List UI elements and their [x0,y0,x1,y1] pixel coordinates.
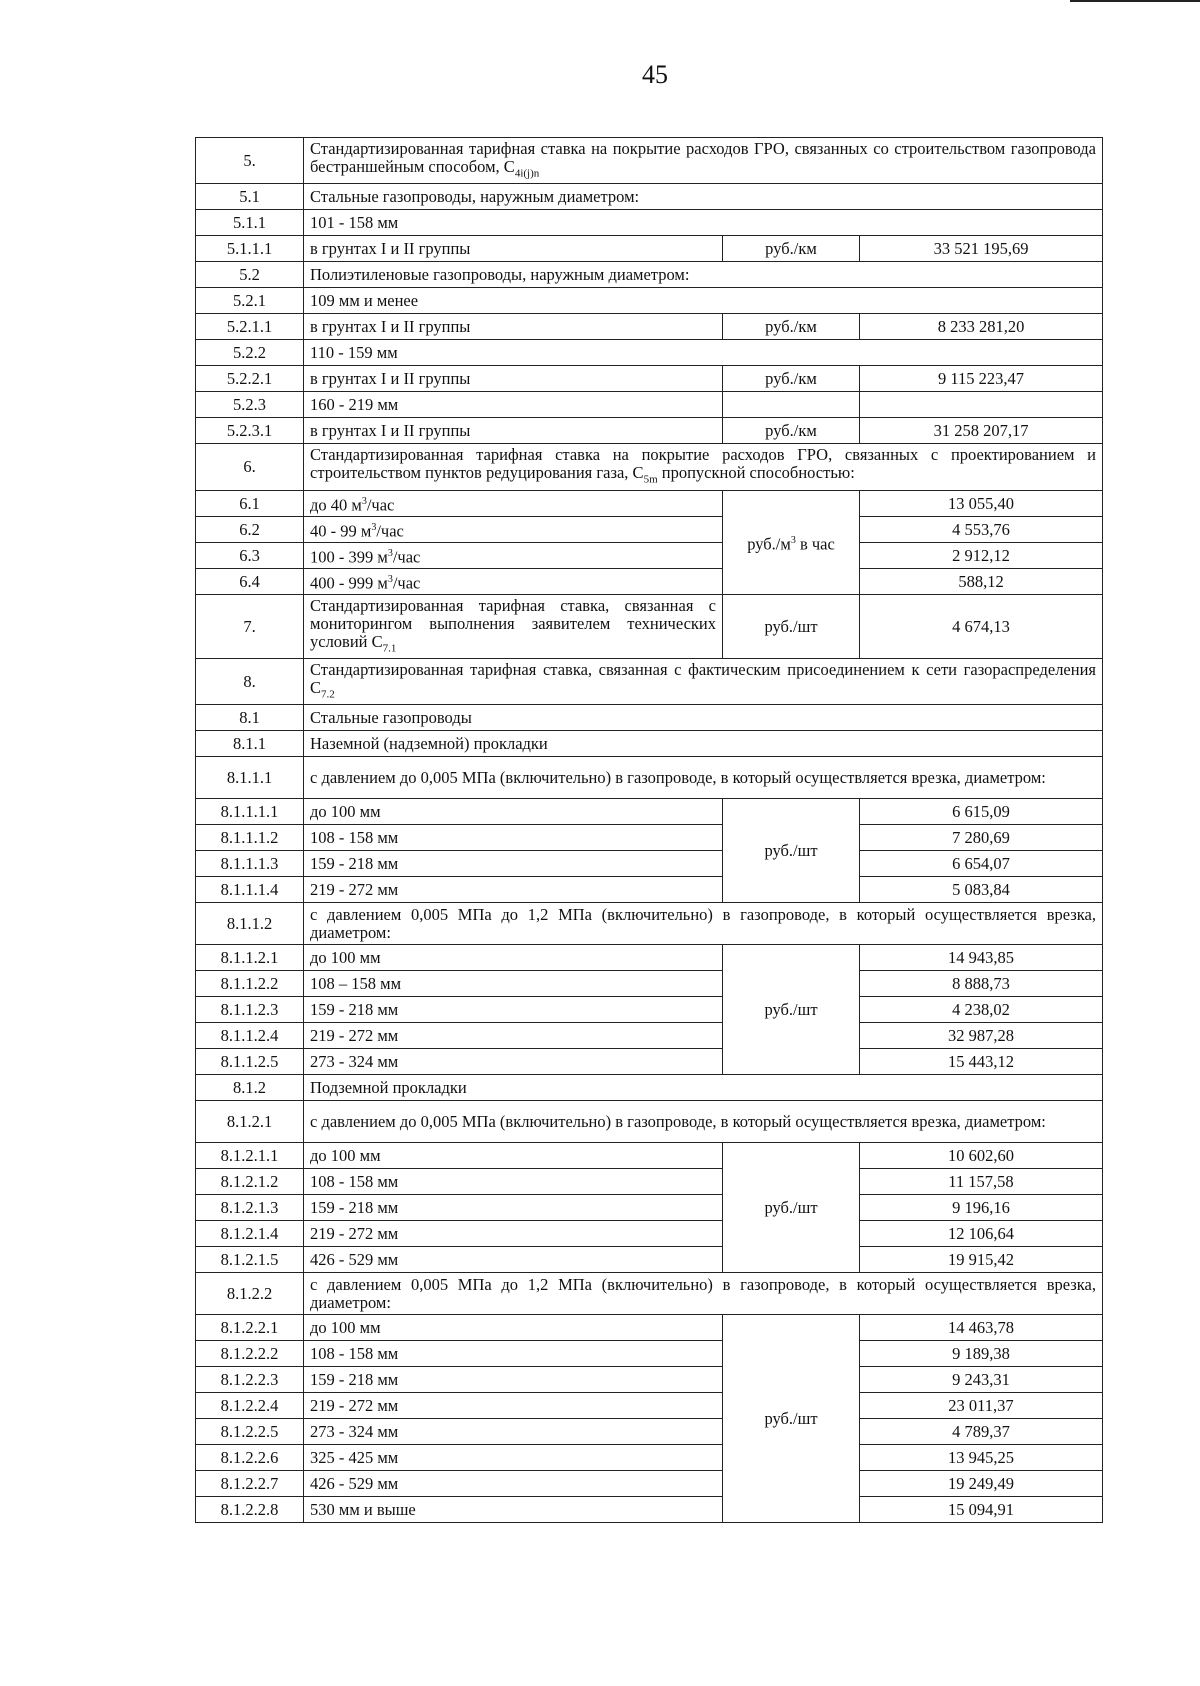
row-text: в грунтах I и II группы [304,366,723,392]
row-number: 6.4 [196,568,304,594]
table-row [196,1419,1103,1445]
row-text: до 100 мм [304,945,723,971]
row-number: 6.2 [196,516,304,542]
table-row [196,731,1103,757]
row-text: 159 - 218 мм [304,851,723,877]
row-number: 8.1.1.1.1 [196,799,304,825]
table-row [196,288,1103,314]
row-number: 8.1.1.1.2 [196,825,304,851]
row-text: 530 мм и выше [304,1497,723,1523]
table-row [196,1445,1103,1471]
row-number: 8.1.1.2.1 [196,945,304,971]
row-text: 426 - 529 мм [304,1471,723,1497]
row-value: 13 055,40 [860,490,1103,516]
row-value: 15 094,91 [860,1497,1103,1523]
row-text: с давлением 0,005 МПа до 1,2 МПа (включительно) в газопроводе, в который осуществляется врезка, диаметром: [304,1273,1103,1315]
row-number: 5.2.1 [196,288,304,314]
row-number: 8.1 [196,705,304,731]
row-text: до 100 мм [304,1143,723,1169]
group-unit: $руб./м^3$ в час [723,490,860,594]
row-number: 8.1.2.1.1 [196,1143,304,1169]
page-number: 45 [642,60,668,89]
row-text: 101 - 158 мм [304,210,1103,236]
row-text: Стандартизированная тарифная ставка на покрытие расходов ГРО, связанных с проектированием и строительством пунктов редуцирования газа, $C_{5m}$ пропускной способностью: [304,444,1103,490]
row-number: 8.1.2.1.4 [196,1221,304,1247]
row-number: 5.1.1 [196,210,304,236]
row-text: Наземной (надземной) прокладки [304,731,1103,757]
row-value: 8 233 281,20 [860,314,1103,340]
table-row [196,971,1103,997]
table-row [196,945,1103,971]
row-text: 219 - 272 мм [304,1023,723,1049]
row-number: 8.1.2.2.3 [196,1367,304,1393]
table-row [196,1247,1103,1273]
table-row [196,1049,1103,1075]
row-value: 10 602,60 [860,1143,1103,1169]
table-row [196,799,1103,825]
table-row [196,568,1103,594]
row-text: Стальные газопроводы [304,705,1103,731]
table-row [196,490,1103,516]
row-value: 2 912,12 [860,542,1103,568]
row-text: Подземной прокладки [304,1075,1103,1101]
row-number: 8.1.1.2.4 [196,1023,304,1049]
table-row [196,1315,1103,1341]
table-row [196,1497,1103,1523]
row-text: Стандартизированная тарифная ставка, связанная с фактическим присоединением к сети газораспределения $C_{7.2}$ [304,658,1103,704]
row-unit: руб./км [723,314,860,340]
row-value: 31 258 207,17 [860,418,1103,444]
group-unit: руб./шт [723,945,860,1075]
row-number: 5.2 [196,262,304,288]
table-row [196,1101,1103,1143]
row-number: 8. [196,658,304,704]
row-number: 8.1.2.2.8 [196,1497,304,1523]
row-text: Полиэтиленовые газопроводы, наружным диаметром: [304,262,1103,288]
row-number: 8.1.2.1 [196,1101,304,1143]
table-row [196,1221,1103,1247]
row-text: 40 - 99 $м^3$/час [304,516,723,542]
row-unit-empty [723,392,860,418]
table-row [196,705,1103,731]
table-row [196,516,1103,542]
row-number: 5. [196,138,304,184]
row-value: 4 553,76 [860,516,1103,542]
table-row [196,757,1103,799]
row-number: 5.2.3.1 [196,418,304,444]
table-row [196,877,1103,903]
row-value: 19 915,42 [860,1247,1103,1273]
row-value: 6 654,07 [860,851,1103,877]
row-value: 32 987,28 [860,1023,1103,1049]
row-number: 8.1.1.1.3 [196,851,304,877]
table-row [196,1023,1103,1049]
row-text: до 40 $м^3$/час [304,490,723,516]
row-number: 8.1.1.1 [196,757,304,799]
row-number: 8.1.2.2 [196,1273,304,1315]
row-number: 6. [196,444,304,490]
row-value: 11 157,58 [860,1169,1103,1195]
row-number: 8.1.1.2.3 [196,997,304,1023]
row-number: 7. [196,594,304,658]
row-number: 8.1.2 [196,1075,304,1101]
row-text: в грунтах I и II группы [304,236,723,262]
row-text: до 100 мм [304,1315,723,1341]
table-row [196,1075,1103,1101]
row-number: 8.1.2.2.1 [196,1315,304,1341]
row-text: 159 - 218 мм [304,1195,723,1221]
row-text: 108 – 158 мм [304,971,723,997]
top-edge-line [1070,0,1200,2]
row-text: 159 - 218 мм [304,997,723,1023]
row-value: 12 106,64 [860,1221,1103,1247]
table-row [196,903,1103,945]
table-row [196,594,1103,658]
row-text: Стальные газопроводы, наружным диаметром: [304,184,1103,210]
row-text: 108 - 158 мм [304,1341,723,1367]
row-number: 5.2.2.1 [196,366,304,392]
row-number: 8.1.2.2.5 [196,1419,304,1445]
row-number: 8.1.2.1.5 [196,1247,304,1273]
row-unit: руб./км [723,366,860,392]
row-text: в грунтах I и II группы [304,314,723,340]
row-value: 13 945,25 [860,1445,1103,1471]
row-number: 5.2.2 [196,340,304,366]
row-number: 8.1.2.1.3 [196,1195,304,1221]
row-value: 15 443,12 [860,1049,1103,1075]
row-number: 8.1.1.2.5 [196,1049,304,1075]
row-text: до 100 мм [304,799,723,825]
row-text: с давлением 0,005 МПа до 1,2 МПа (включительно) в газопроводе, в который осуществляется врезка, диаметром: [304,903,1103,945]
row-value: 19 249,49 [860,1471,1103,1497]
row-value-empty [860,392,1103,418]
row-text: 109 мм и менее [304,288,1103,314]
row-text: 219 - 272 мм [304,877,723,903]
table-row [196,851,1103,877]
row-value: 4 674,13 [860,594,1103,658]
table-row [196,236,1103,262]
table-row [196,542,1103,568]
row-text: с давлением до 0,005 МПа (включительно) в газопроводе, в который осуществляется врезка, диаметром: [304,757,1103,799]
row-number: 6.1 [196,490,304,516]
row-unit: руб./км [723,236,860,262]
row-value: 9 115 223,47 [860,366,1103,392]
row-number: 5.1.1.1 [196,236,304,262]
row-value: 588,12 [860,568,1103,594]
row-number: 6.3 [196,542,304,568]
row-number: 8.1.2.1.2 [196,1169,304,1195]
table-row [196,184,1103,210]
table-row [196,825,1103,851]
row-value: 4 238,02 [860,997,1103,1023]
row-value: 9 243,31 [860,1367,1103,1393]
table-row [196,418,1103,444]
table-row [196,262,1103,288]
row-value: 23 011,37 [860,1393,1103,1419]
row-number: 8.1.1.2.2 [196,971,304,997]
table-row [196,997,1103,1023]
row-number: 8.1.1.2 [196,903,304,945]
row-number: 5.2.3 [196,392,304,418]
table-row [196,1341,1103,1367]
row-value: 5 083,84 [860,877,1103,903]
table-row [196,1393,1103,1419]
table-row [196,1143,1103,1169]
row-text: Стандартизированная тарифная ставка на покрытие расходов ГРО, связанных со строительством газопровода бестраншейным способом, $C_{4i(j)n}$ [304,138,1103,184]
row-value: 6 615,09 [860,799,1103,825]
row-value: 9 189,38 [860,1341,1103,1367]
row-text: 426 - 529 мм [304,1247,723,1273]
row-text: 108 - 158 мм [304,825,723,851]
table-row [196,340,1103,366]
row-text: 160 - 219 мм [304,392,723,418]
row-number: 8.1.1.1.4 [196,877,304,903]
row-number: 5.1 [196,184,304,210]
row-number: 8.1.2.2.7 [196,1471,304,1497]
row-value: 14 463,78 [860,1315,1103,1341]
table-row [196,1471,1103,1497]
row-value: 8 888,73 [860,971,1103,997]
row-value: 4 789,37 [860,1419,1103,1445]
tariff-table [195,137,1103,1523]
table-row [196,1273,1103,1315]
row-text: Стандартизированная тарифная ставка, связанная с мониторингом выполнения заявителем технических условий $C_{7.1}$ [304,594,723,658]
table-row [196,392,1103,418]
table-row [196,138,1103,184]
row-value: 33 521 195,69 [860,236,1103,262]
table-row [196,314,1103,340]
row-unit: руб./км [723,418,860,444]
row-text: 400 - 999 $м^3$/час [304,568,723,594]
row-text: 219 - 272 мм [304,1221,723,1247]
row-text: 159 - 218 мм [304,1367,723,1393]
table-row [196,1367,1103,1393]
row-number: 5.2.1.1 [196,314,304,340]
table-row [196,366,1103,392]
row-value: 7 280,69 [860,825,1103,851]
row-text: 325 - 425 мм [304,1445,723,1471]
row-number: 8.1.1 [196,731,304,757]
table-row [196,658,1103,704]
row-text: 219 - 272 мм [304,1393,723,1419]
row-text: 273 - 324 мм [304,1419,723,1445]
row-unit: руб./шт [723,594,860,658]
row-text: 110 - 159 мм [304,340,1103,366]
row-text: в грунтах I и II группы [304,418,723,444]
group-unit: руб./шт [723,1315,860,1523]
group-unit: руб./шт [723,799,860,903]
row-value: 14 943,85 [860,945,1103,971]
row-text: с давлением до 0,005 МПа (включительно) в газопроводе, в который осуществляется врезка, диаметром: [304,1101,1103,1143]
row-text: 273 - 324 мм [304,1049,723,1075]
group-unit: руб./шт [723,1143,860,1273]
table-row [196,210,1103,236]
row-number: 8.1.2.2.4 [196,1393,304,1419]
row-number: 8.1.2.2.6 [196,1445,304,1471]
row-text: 100 - 399 $м^3$/час [304,542,723,568]
row-value: 9 196,16 [860,1195,1103,1221]
row-text: 108 - 158 мм [304,1169,723,1195]
table-row [196,1195,1103,1221]
table-row [196,1169,1103,1195]
table-row [196,444,1103,490]
row-number: 8.1.2.2.2 [196,1341,304,1367]
